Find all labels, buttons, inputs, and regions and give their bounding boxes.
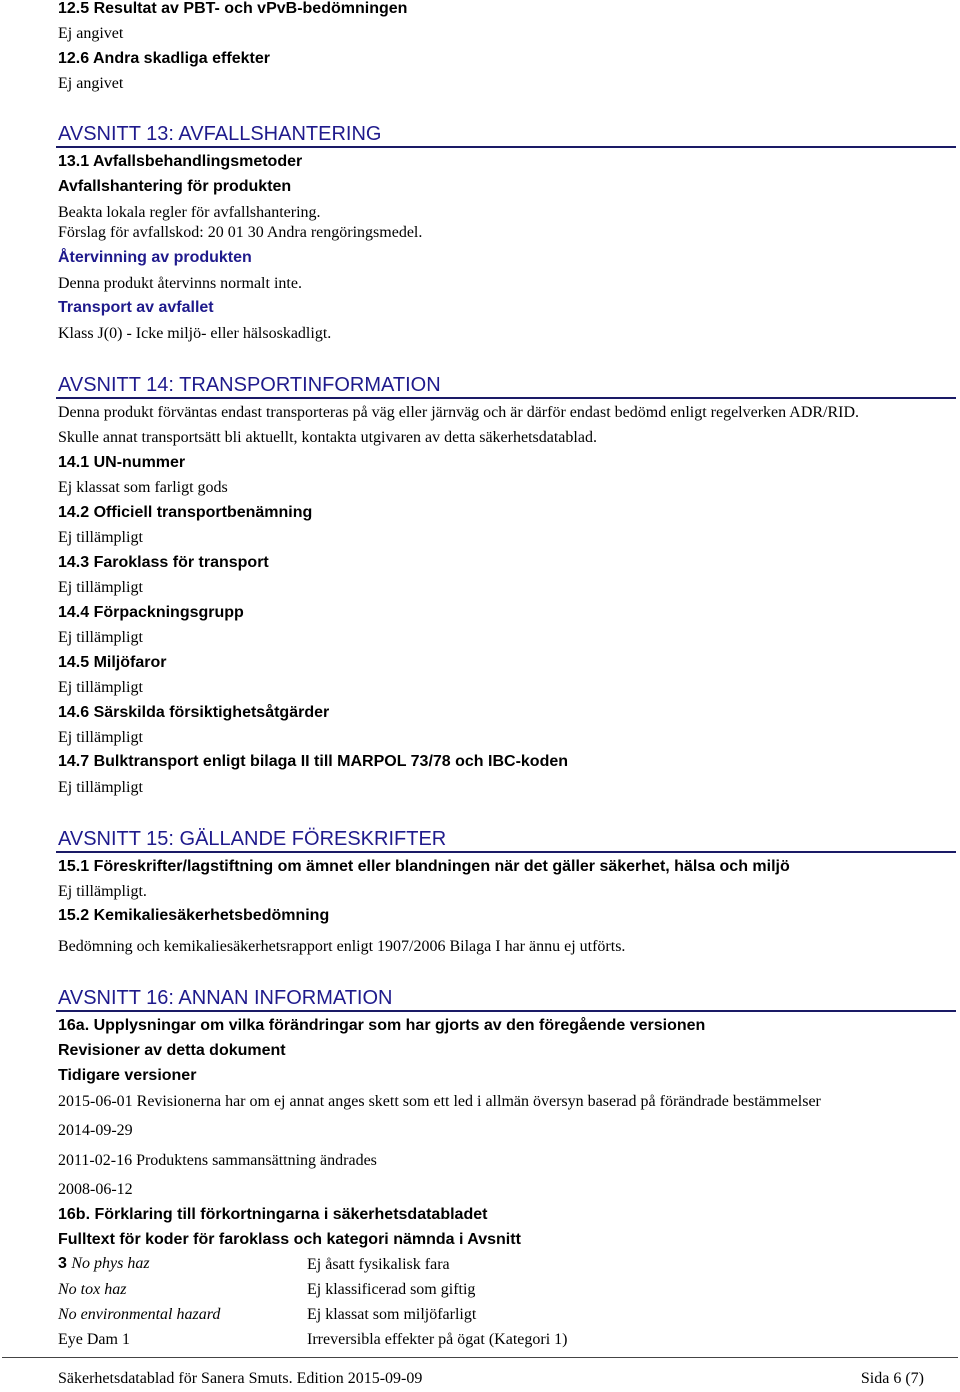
hazard-text: Ej klassificerad som giftig [307,1281,476,1298]
heading-14-4: 14.4 Förpackningsgrupp [58,604,244,621]
text-waste-code: Förslag för avfallskod: 20 01 30 Andra rengöringsmedel. [58,224,423,241]
heading-14-6: 14.6 Särskilda försiktighetsåtgärder [58,704,330,721]
section-14-title: AVSNITT 14: TRANSPORTINFORMATION [58,374,441,396]
text-local-rules: Beakta lokala regler för avfallshantering. [58,204,321,221]
text-14-3: Ej tillämpligt [58,579,143,596]
section-15-title: AVSNITT 15: GÄLLANDE FÖRESKRIFTER [58,828,447,850]
text-transport-intro-2: Skulle annat transportsätt bli aktuellt, kontakta utgivaren av detta säkerhetsdatablad. [58,429,597,446]
section-16-header [56,987,956,1012]
heading-14-2: 14.2 Officiell transportbenämning [58,504,313,521]
hazard-text: Ej åsatt fysikalisk fara [307,1256,450,1273]
footer-page-number: Sida 6 (7) [860,1370,924,1387]
hazard-code: No phys haz [71,1255,150,1272]
hazard-code: No tox haz [58,1281,127,1298]
text-14-1: Ej klassat som farligt gods [58,479,228,496]
heading-previous-versions: Tidigare versioner [58,1067,197,1084]
heading-13-1: 13.1 Avfallsbehandlingsmetoder [58,153,303,170]
heading-revisions: Revisioner av detta dokument [58,1042,286,1059]
version-entry: 2011-02-16 Produktens sammansättning ändrades [58,1152,377,1169]
heading-12-6: 12.6 Andra skadliga effekter [58,50,270,67]
heading-16b: 16b. Förklaring till förkortningarna i säkerhetsdatabladet [58,1206,488,1223]
table-row [58,1255,150,1273]
text-transport-intro-1: Denna produkt förväntas endast transporteras på väg eller järnväg och är därför endast bedömd enligt regelverken ADR/RID. [58,404,860,421]
text-14-6: Ej tillämpligt [58,729,143,746]
heading-waste-transport: Transport av avfallet [58,299,214,316]
heading-15-2: 15.2 Kemikaliesäkerhetsbedömning [58,907,330,924]
section-15-header [56,828,956,853]
version-entry: 2008-06-12 [58,1181,133,1198]
footer-document-title: Säkerhetsdatablad för Sanera Smuts. Edition 2015-09-09 [58,1370,423,1387]
hazard-text: Irreversibla effekter på ögat (Kategori 1) [307,1331,568,1348]
text-14-7: Ej tillämpligt [58,779,143,796]
footer-divider [2,1357,958,1358]
text-14-2: Ej tillämpligt [58,529,143,546]
text-waste-class: Klass J(0) - Icke miljö- eller hälsoskadligt. [58,325,332,342]
heading-15-1: 15.1 Föreskrifter/lagstiftning om ämnet eller blandningen när det gäller säkerhet, hälsa och miljö [58,858,790,875]
text-12-6: Ej angivet [58,75,124,92]
heading-16a: 16a. Upplysningar om vilka förändringar som har gjorts av den föregående versionen [58,1017,706,1034]
code-prefix: 3 [58,1255,72,1272]
heading-fulltext-codes: Fulltext för koder för faroklass och kategori nämnda i Avsnitt [58,1231,521,1248]
heading-14-3: 14.3 Faroklass för transport [58,554,269,571]
version-entry: 2015-06-01 Revisionerna har om ej annat anges skett som ett led i allmän översyn baserad på förändrade bestämmelser [58,1093,821,1110]
text-12-5: Ej angivet [58,25,124,42]
heading-14-1: 14.1 UN-nummer [58,454,186,471]
heading-recycling: Återvinning av produkten [58,249,252,266]
heading-waste-product: Avfallshantering för produkten [58,178,292,195]
section-16-title: AVSNITT 16: ANNAN INFORMATION [58,987,393,1009]
heading-14-7: 14.7 Bulktransport enligt bilaga II till MARPOL 73/78 och IBC-koden [58,753,569,770]
text-14-4: Ej tillämpligt [58,629,143,646]
section-14-header [56,374,956,399]
text-recycling: Denna produkt återvinns normalt inte. [58,275,302,292]
text-15-1: Ej tillämpligt. [58,883,147,900]
section-13-title: AVSNITT 13: AVFALLSHANTERING [58,123,382,145]
version-entry: 2014-09-29 [58,1122,133,1139]
hazard-code: No environmental hazard [58,1306,221,1323]
hazard-text: Ej klassat som miljöfarligt [307,1306,477,1323]
hazard-code: Eye Dam 1 [58,1331,130,1348]
section-13-header [56,123,956,148]
text-15-2: Bedömning och kemikaliesäkerhetsrapport enligt 1907/2006 Bilaga I har ännu ej utförts. [58,938,626,955]
heading-12-5: 12.5 Resultat av PBT- och vPvB-bedömningen [58,0,408,17]
heading-14-5: 14.5 Miljöfaror [58,654,167,671]
text-14-5: Ej tillämpligt [58,679,143,696]
